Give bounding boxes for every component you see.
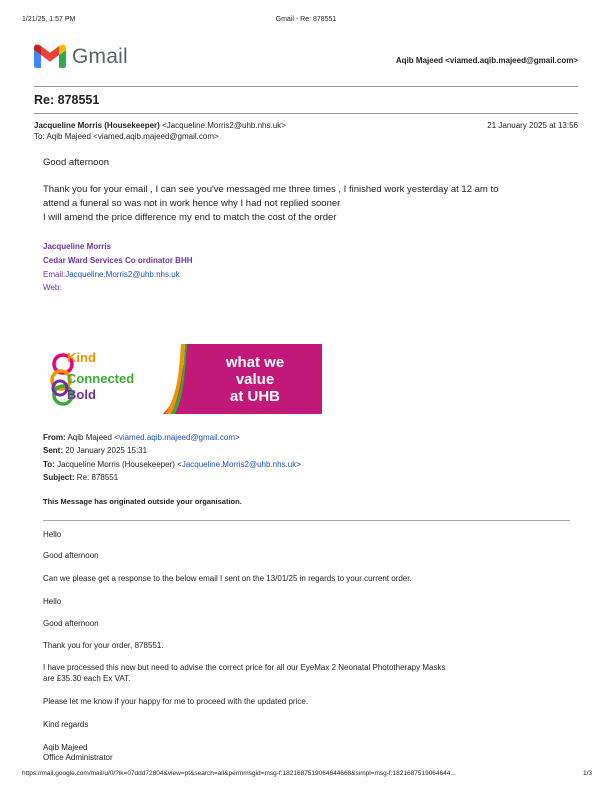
divider xyxy=(34,113,578,114)
quoted-from xyxy=(43,433,240,442)
quoted-sent xyxy=(43,446,147,455)
quoted-to-label: To: xyxy=(43,460,55,469)
quoted-to-close: > xyxy=(296,460,301,469)
signature-role: Cedar Ward Services Co ordinator BHH xyxy=(43,256,193,265)
body-paragraph: Good afternoon xyxy=(43,157,110,168)
banner-wave-icon xyxy=(163,344,203,414)
email-subject: Re: 878551 xyxy=(34,93,100,107)
print-datetime: 1/21/25, 1:57 PM xyxy=(22,16,76,23)
thread-line: Please let me know if your happy for me to proceed with the updated price. xyxy=(43,697,309,706)
banner-line: value xyxy=(235,371,275,388)
signature-email-link[interactable]: Jacqueline.Morris2@uhb.nhs.uk xyxy=(65,270,180,279)
thread-line: Kind regards xyxy=(43,720,89,729)
banner-line: at UHB xyxy=(229,388,280,405)
banner-line: what we xyxy=(225,354,285,371)
print-title: Gmail - Re: 878551 xyxy=(275,16,337,23)
external-notice: This Message has originated outside your organisation. xyxy=(43,497,242,506)
thread-line: Thank you for your order, 878551. xyxy=(43,641,164,650)
thread-line: Aqib Majeed xyxy=(43,743,88,752)
message-date: 21 January 2025 at 13:56 xyxy=(487,121,578,130)
quoted-subject xyxy=(43,473,118,482)
body-paragraph: I will amend the price difference my end to match the cost of the order xyxy=(43,212,337,223)
gmail-wordmark: Gmail xyxy=(72,45,128,68)
quoted-to-email-link[interactable]: Jacqueline.Morris2@uhb.nhs.uk xyxy=(181,460,297,469)
quoted-sent-label: Sent: xyxy=(43,446,63,455)
thread-line: Hello xyxy=(43,530,62,539)
thread-line: Office Administrator xyxy=(43,753,113,762)
body-paragraph: attend a funeral so was not in work hence why I had not replied sooner xyxy=(43,198,341,209)
thread-line: I have processed this now but need to advise the correct price for all our EyeMax 2 Neonatal Phototherapy Masks xyxy=(43,663,446,672)
divider xyxy=(43,520,570,521)
banner-word-connected: Connected xyxy=(67,371,135,386)
body-paragraph: Thank you for your email , I can see you've messaged me three times , I finished work yesterday at 12 am to xyxy=(43,184,499,195)
quoted-subject-label: Subject: xyxy=(43,473,75,482)
quoted-sent-value: 20 January 2025 15:31 xyxy=(65,446,148,455)
print-page-number: 1/3 xyxy=(582,770,592,777)
account-identity: Aqib Majeed <viamed.aqib.majeed@gmail.com> xyxy=(395,56,578,65)
signature-email xyxy=(43,270,180,279)
thread-line: are £35.30 each Ex VAT. xyxy=(43,674,131,683)
signature-name: Jacqueline Morris xyxy=(43,242,112,251)
print-footer-url: https://mail.google.com/mail/u/0/?ik=07ddd72804&view=pt&search=all&permmsgid=msg-f:1821687519064644668&simpl=msg-f:1821687519064644... xyxy=(22,770,456,777)
thread-line: Good afternoon xyxy=(43,551,99,560)
sender-line xyxy=(34,121,286,130)
quoted-to-value: Jacqueline Morris (Housekeeper) < xyxy=(57,460,182,469)
quoted-to xyxy=(43,460,301,469)
recipient-line: To: Aqib Majeed <viamed.aqib.majeed@gmail.com> xyxy=(34,132,219,141)
divider xyxy=(34,86,578,87)
quoted-from-email-link[interactable]: viamed.aqib.majeed@gmail.com xyxy=(118,433,235,442)
quoted-from-label: From: xyxy=(43,433,66,442)
thread-line: Good afternoon xyxy=(43,619,99,628)
gmail-logo-icon xyxy=(34,44,66,68)
sender-name: Jacqueline Morris (Housekeeper) xyxy=(34,121,160,130)
thread-line: Can we please get a response to the below email I sent on the 13/01/25 in regards to your current order. xyxy=(43,574,412,583)
quoted-from-close: > xyxy=(235,433,240,442)
banner-word-kind: Kind xyxy=(67,350,96,365)
quoted-from-value: Aqib Majeed < xyxy=(67,433,119,442)
values-banner xyxy=(43,344,322,414)
quoted-subject-value: Re: 878551 xyxy=(76,473,119,482)
signature-email-label: Email: xyxy=(43,270,66,279)
sender-email[interactable]: <Jacqueline.Morris2@uhb.nhs.uk> xyxy=(162,121,286,130)
thread-line: Hello xyxy=(43,597,62,606)
banner-word-bold: Bold xyxy=(67,387,96,402)
signature-web: Web: xyxy=(43,283,62,292)
